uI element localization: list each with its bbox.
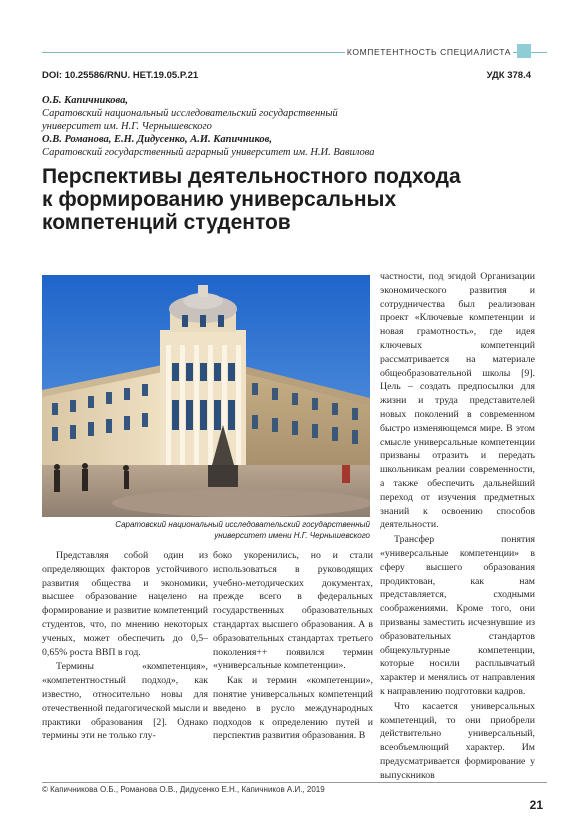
author-affiliation: Саратовский государственный аграрный университет им. Н.И. Вавилова bbox=[42, 147, 375, 158]
author-affiliation: университет им. Н.Г. Чернышевского bbox=[42, 121, 212, 132]
author-names: О.В. Романова, Е.Н. Дидусенко, А.И. Капичников, bbox=[42, 134, 272, 145]
section-label: КОМПЕТЕНТНОСТЬ СПЕЦИАЛИСТА bbox=[346, 47, 512, 57]
copyright-notice: © Капичникова О.Б., Романова О.В., Дидусенко Е.Н., Капичников А.И., 2019 bbox=[42, 785, 325, 794]
doi: DOI: 10.25586/RNU. HET.19.05.P.21 bbox=[42, 70, 199, 81]
caption-line: университет имени Н.Г. Чернышевского bbox=[214, 530, 370, 540]
paragraph: Представляя собой один из определяющих факторов устойчивого развития общества и экономики, высшее образование нацелено на формирование и развитие компетенций студентов, что, по мнению некоторых ученых, может обеспечить до 0,5–0,65% роста ВВП в год. bbox=[42, 550, 208, 658]
university-building-photo bbox=[42, 275, 370, 517]
footer-rule bbox=[42, 782, 547, 783]
author-name: О.Б. Капичникова, bbox=[42, 95, 129, 106]
paragraph: боко укоренились, но и стали использоваться в руководящих учебно-методических документах, прежде всего в федеральных государственных образовательных стандартах высшего образования. А в образовательных стандартах третьего поколения++ появился термин «универсальные компетенции». bbox=[213, 550, 373, 672]
body-column-1 bbox=[42, 549, 208, 781]
title-line: к формированию универсальных bbox=[42, 188, 397, 211]
paragraph: Как и термин «компетенции», понятие универсальных компетенций введено в русло международных подходов к определению путей и перспектив развития образования. В bbox=[213, 675, 373, 742]
author-affiliation: Саратовский национальный исследовательский государственный bbox=[42, 108, 338, 119]
udk-code: УДК 378.4 bbox=[486, 70, 531, 81]
title-line: Перспективы деятельностного подхода bbox=[42, 165, 461, 188]
section-accent-block bbox=[517, 44, 531, 58]
title-line: компетенций студентов bbox=[42, 211, 291, 234]
photo-caption bbox=[42, 520, 370, 541]
paragraph: частности, под эгидой Организации экономического развития и сотрудничества был реализован проект «Ключевые компетенции и новая грамотность», где идея ключевых компетенций рассматривается на материале общеобразовательной школы [9]. Цель – создать предпосылки для жизни и труда представителей новых поколений в современном быстро изменяющемся мире. В этом смысле универсальные компетенции призваны отразить и передать школьникам реалии современности, а также обеспечить дальнейший переход от изучения предметных знаний к освоению способов деятельности. bbox=[380, 271, 535, 531]
page-number: 21 bbox=[529, 798, 543, 812]
article-title bbox=[42, 165, 542, 234]
body-column-3 bbox=[380, 270, 535, 781]
paragraph: Что касается универсальных компетенций, то они приобрели действительно универсальный, всеобъемлющий характер. Им предусматривается формирование у выпускников bbox=[380, 700, 535, 781]
paragraph: Термины «компетенция», «компетентностный подход», как известно, относительно новы для отечественной педагогической мысли и практики образования [2]. Однако термины эти не только глу- bbox=[42, 661, 208, 742]
body-column-2 bbox=[213, 549, 373, 781]
paragraph: Трансфер понятия «универсальные компетенции» в сферу высшего образования продиктован, как нам представляется, сходными соображениями. Кроме того, они призваны заместить исчезнувшие из образовательных стандартов общекультурные компетенции, которые носили расплывчатый характер и менялись от направления к направлению подготовки кадров. bbox=[380, 534, 535, 697]
caption-line: Саратовский национальный исследовательский государственный bbox=[115, 520, 370, 529]
